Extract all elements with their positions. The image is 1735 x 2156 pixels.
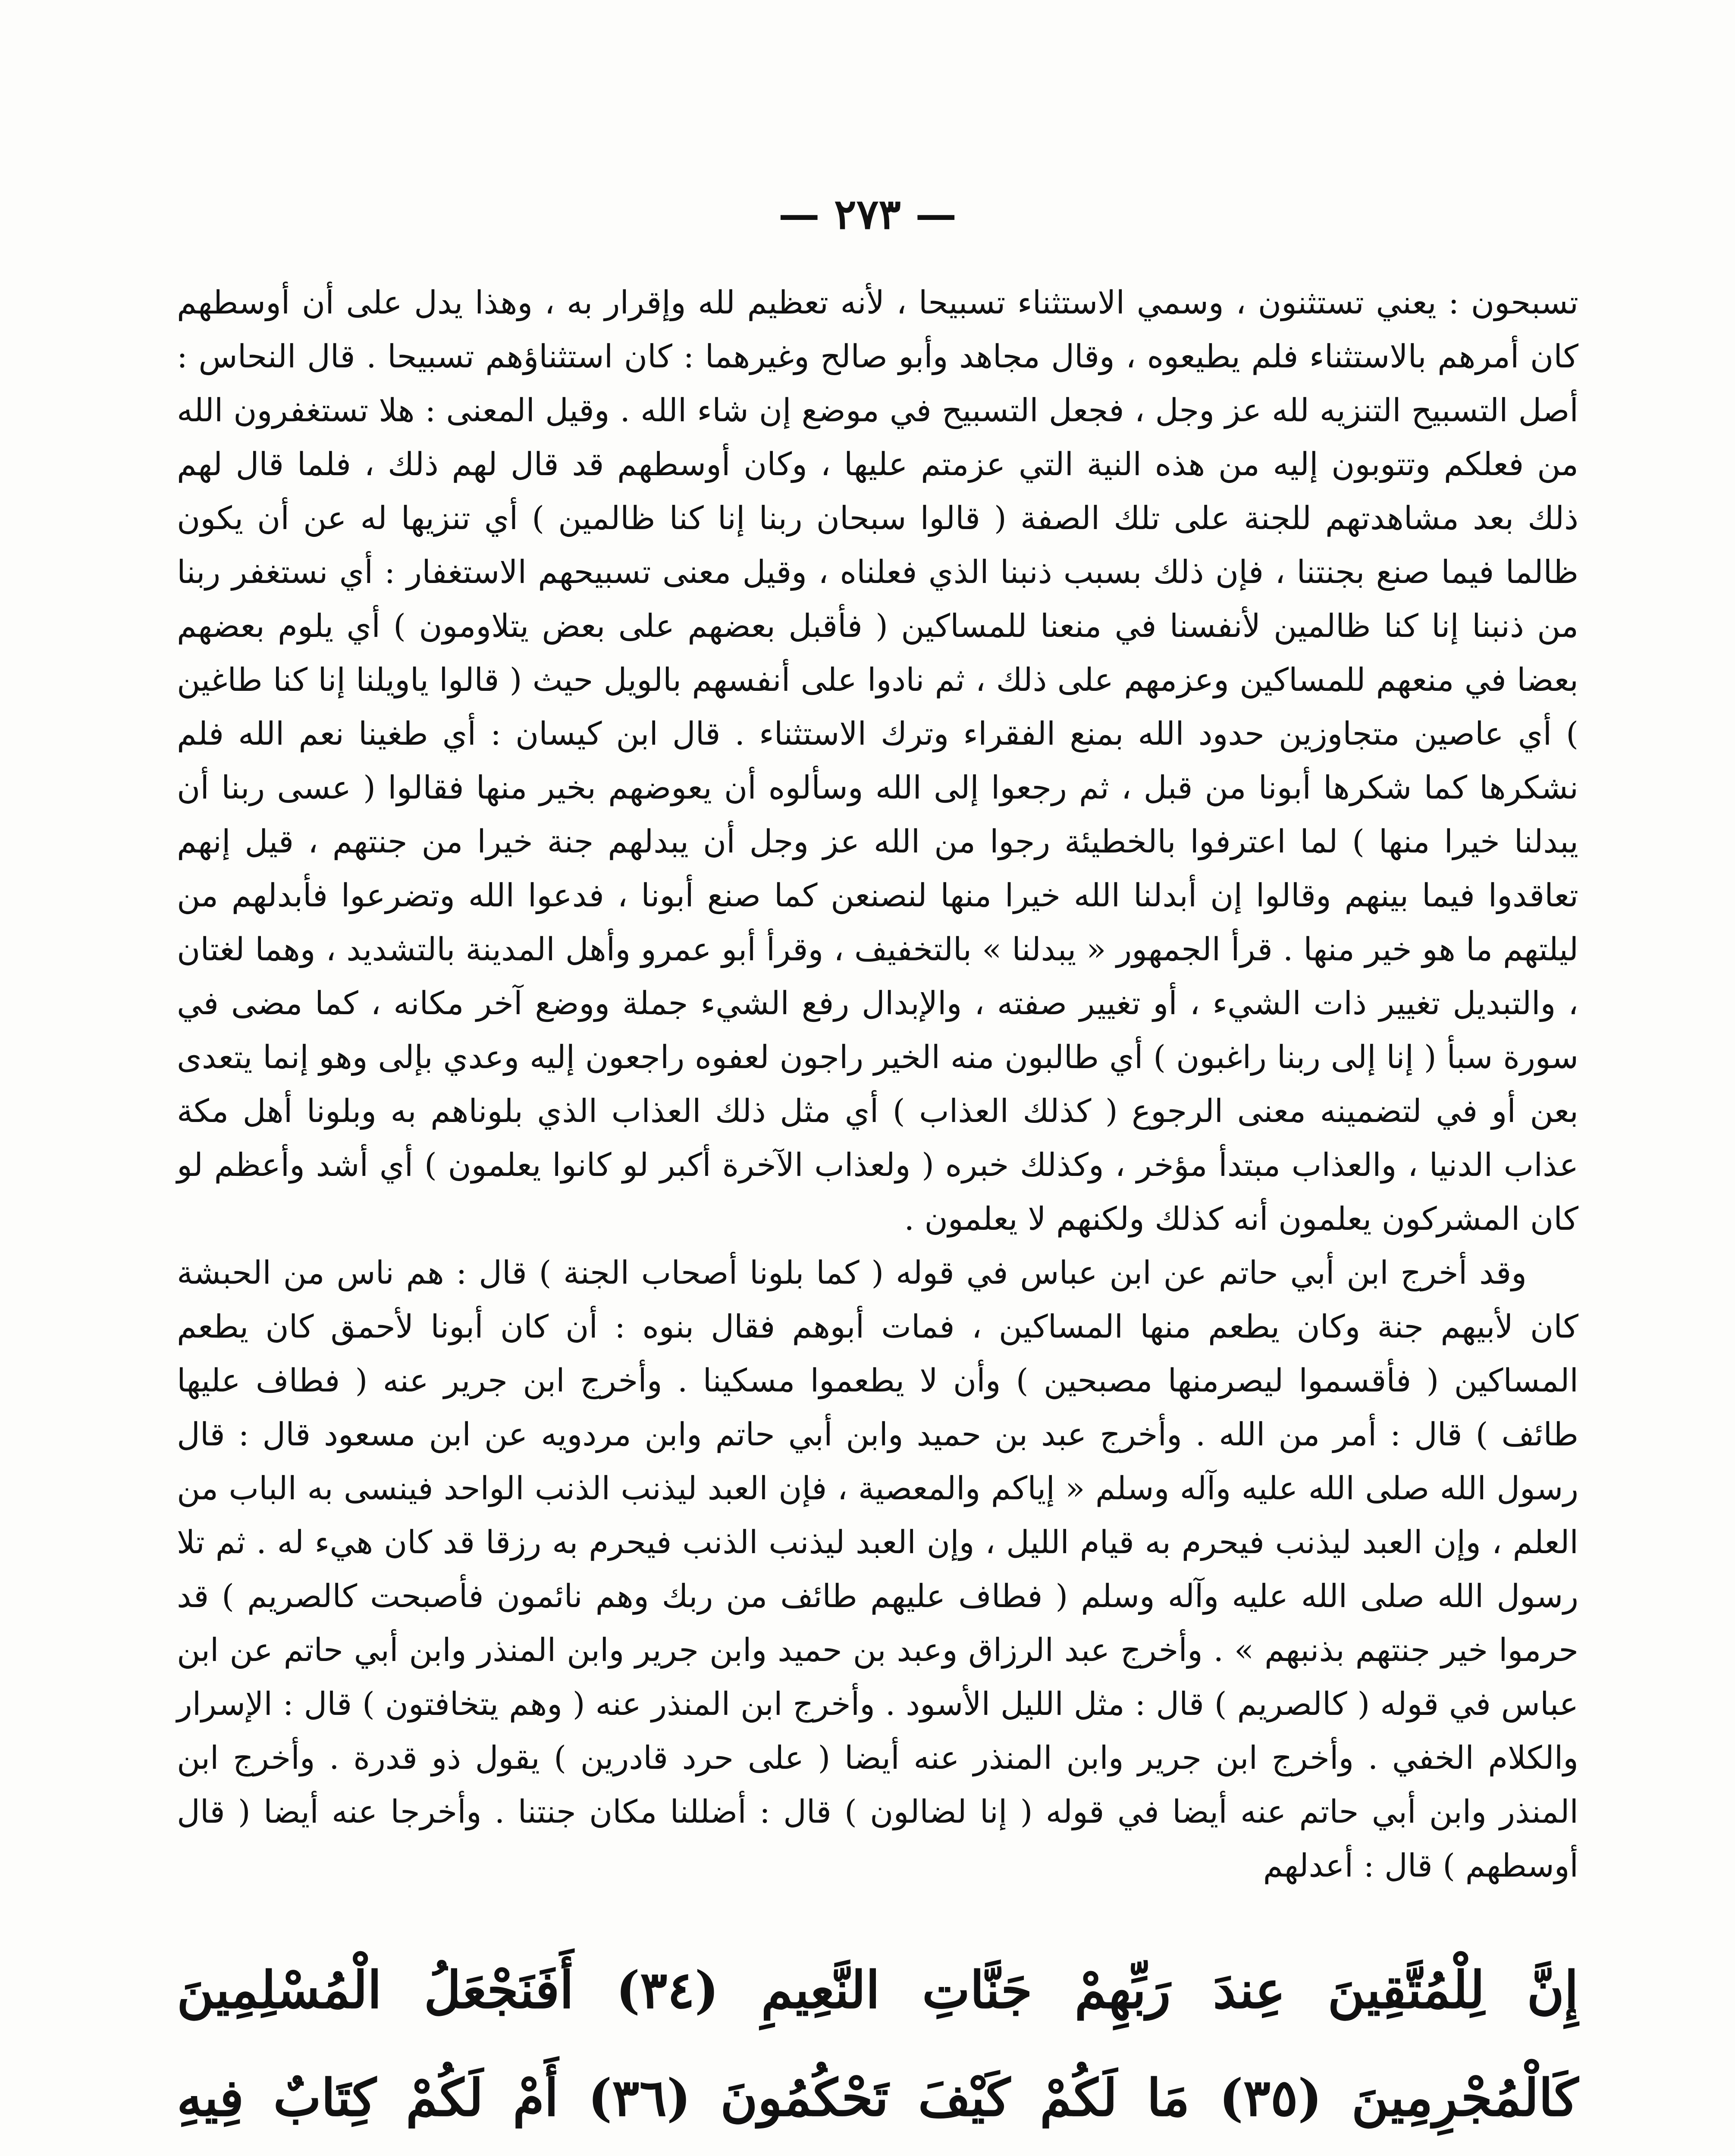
quran-verses: إِنَّ لِلْمُتَّقِينَ عِندَ رَبِّهِمْ جَنَّاتِ النَّعِيمِ (٣٤) أَفَنَجْعَلُ الْمُسْلِمِينَ كَالْمُجْرِمِينَ (٣٥) مَا لَكُمْ كَيْفَ تَحْكُمُونَ (٣٦) أَمْ لَكُمْ كِتَابٌ فِيهِ [177,1960,1578,2128]
commentary-text [177,276,1578,1893]
page-number: — ٢٧٣ — [778,190,957,238]
commentary-paragraph: وقد أخرج ابن أبي حاتم عن ابن عباس في قوله ( كما بلونا أصحاب الجنة ) قال : هم ناس من الحبشة كان لأبيهم جنة وكان يطعم منها المساكين ، فمات أبوهم فقال بنوه : أن كان أبونا لأحمق كان يطعم المساكين ( فأقسموا ليصرمنها مصبحين ) وأن لا يطعموا مسكينا . وأخرج ابن جرير عنه ( فطاف عليها طائف ) قال : أمر من الله . وأخرج عبد بن حميد وابن أبي حاتم وابن مردويه عن ابن مسعود قال : قال رسول الله صلى الله عليه وآله وسلم « إياكم والمعصية ، فإن العبد ليذنب الذنب الواحد فينسى به الباب من العلم ، وإن العبد ليذنب فيحرم به قيام الليل ، وإن العبد ليذنب الذنب فيحرم به رزقا قد كان هيء له . ثم تلا رسول الله صلى الله عليه وآله وسلم ( فطاف عليهم طائف من ربك وهم نائمون فأصبحت كالصريم ) قد حرموا خير جنتهم بذنبهم » . وأخرج عبد الرزاق وعبد بن حميد وابن جرير وابن المنذر وابن أبي حاتم عن ابن عباس في قوله ( كالصريم ) قال : مثل الليل الأسود . وأخرج ابن المنذر عنه ( وهم يتخافتون ) قال : الإسرار والكلام الخفي . وأخرج ابن جرير وابن المنذر عنه أيضا ( على حرد قادرين ) يقول ذو قدرة . وأخرج ابن المنذر وابن أبي حاتم عنه أيضا في قوله ( إنا لضالون ) قال : أضللنا مكان جنتنا . وأخرجا عنه أيضا ( قال أوسطهم ) قال : أعدلهم [177,1254,1578,1884]
commentary-paragraph: تسبحون : يعني تستثنون ، وسمي الاستثناء تسبيحا ، لأنه تعظيم لله وإقرار به ، وهذا يدل على أن أوسطهم كان أمرهم بالاستثناء فلم يطيعوه ، وقال مجاهد وأبو صالح وغيرهما : كان استثناؤهم تسبيحا . قال النحاس : أصل التسبيح التنزيه لله عز وجل ، فجعل التسبيح في موضع إن شاء الله . وقيل المعنى : هلا تستغفرون الله من فعلكم وتتوبون إليه من هذه النية التي عزمتم عليها ، وكان أوسطهم قد قال لهم ذلك ، فلما قال لهم ذلك بعد مشاهدتهم للجنة على تلك الصفة ( قالوا سبحان ربنا إنا كنا ظالمين ) أي تنزيها له عن أن يكون ظالما فيما صنع بجنتنا ، فإن ذلك بسبب ذنبنا الذي فعلناه ، وقيل معنى تسبيحهم الاستغفار : أي نستغفر ربنا من ذنبنا إنا كنا ظالمين لأنفسنا في منعنا للمساكين ( فأقبل بعضهم على بعض يتلاومون ) أي يلوم بعضهم بعضا في منعهم للمساكين وعزمهم على ذلك ، ثم نادوا على أنفسهم بالويل حيث ( قالوا ياويلنا إنا كنا طاغين ) أي عاصين متجاوزين حدود الله بمنع الفقراء وترك الاستثناء . قال ابن كيسان : أي طغينا نعم الله فلم نشكرها كما شكرها أبونا من قبل ، ثم رجعوا إلى الله وسألوه أن يعوضهم بخير منها فقالوا ( عسى ربنا أن يبدلنا خيرا منها ) لما اعترفوا بالخطيئة رجوا من الله عز وجل أن يبدلهم جنة خيرا من جنتهم ، قيل إنهم تعاقدوا فيما بينهم وقالوا إن أبدلنا الله خيرا منها لنصنعن كما صنع أبونا ، فدعوا الله وتضرعوا فأبدلهم من ليلتهم ما هو خير منها . قرأ الجمهور « يبدلنا » بالتخفيف ، وقرأ أبو عمرو وأهل المدينة بالتشديد ، وهما لغتان ، والتبديل تغيير ذات الشيء ، أو تغيير صفته ، والإبدال رفع الشيء جملة ووضع آخر مكانه ، كما مضى في سورة سبأ ( إنا إلى ربنا راغبون ) أي طالبون منه الخير راجون لعفوه راجعون إليه وعدي بإلى وهو إنما يتعدى بعن أو في لتضمينه معنى الرجوع ( كذلك العذاب ) أي مثل ذلك العذاب الذي بلوناهم به وبلونا أهل مكة عذاب الدنيا ، والعذاب مبتدأ مؤخر ، وكذلك خبره ( ولعذاب الآخرة أكبر لو كانوا يعلمون ) أي أشد وأعظم لو كان المشركون يعلمون أنه كذلك ولكنهم لا يعلمون . [177,284,1578,1238]
